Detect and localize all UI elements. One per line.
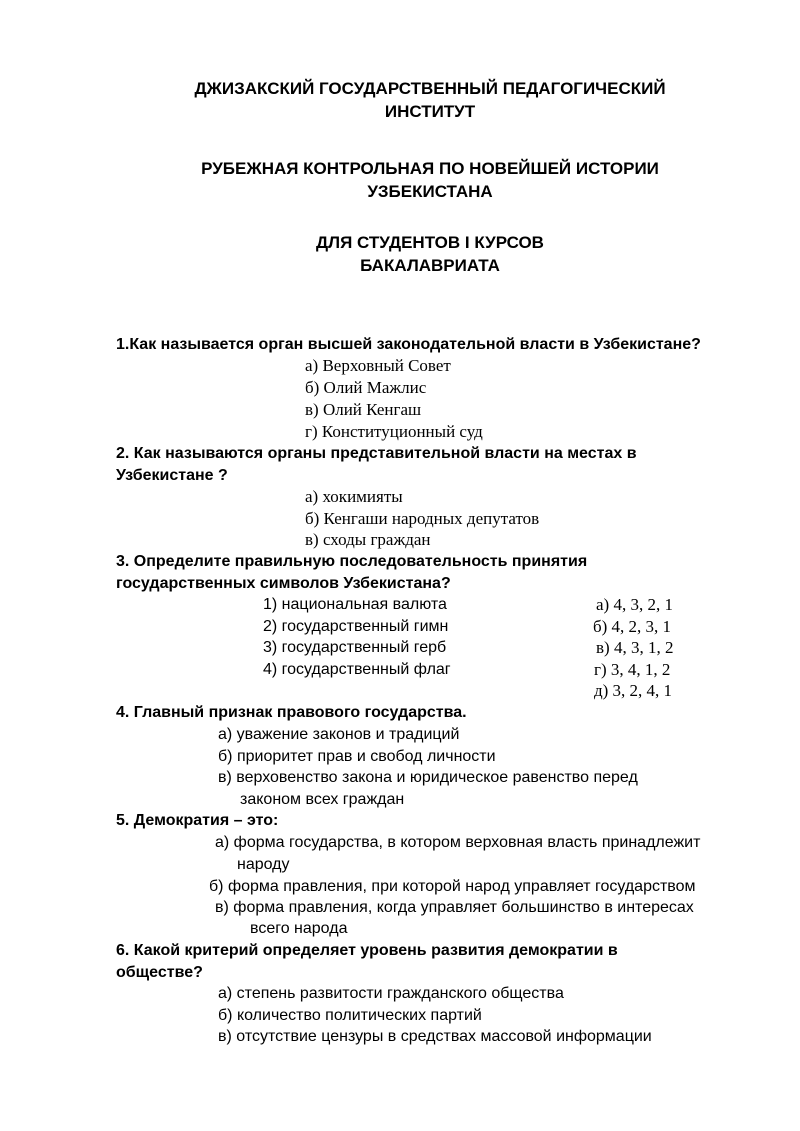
q5-option: в) форма правления, когда управляет большинство в интересах [215,899,694,916]
q4-option-continuation: законом всех граждан [240,791,405,808]
q6-option: б) количество политических партий [218,1007,482,1024]
question-4 [116,702,467,724]
question-6 [116,940,618,984]
q1-option: г) Конституционный суд [305,422,483,441]
q3-item: 3) государственный герб [263,639,447,656]
q2-option: в) сходы граждан [305,530,431,549]
q2-option: б) Кенгаши народных депутатов [305,509,540,528]
q3-option: а) 4, 3, 2, 1 [596,595,673,614]
question-text: 1.Как называется орган высшей законодательной власти в Узбекистане? [116,336,701,353]
q3-option: д) 3, 2, 4, 1 [594,681,673,700]
test-title-line: УЗБЕКИСТАНА [367,182,493,201]
institute-title [60,77,800,123]
question-text: 5. Демократия – это: [116,812,279,829]
test-title [60,157,800,203]
q3-option: в) 4, 3, 1, 2 [596,638,674,657]
q4-option: а) уважение законов и традиций [218,726,460,743]
q4-option: б) приоритет прав и свобод личности [218,748,496,765]
question-text: 6. Какой критерий определяет уровень развития демократии в [116,942,618,959]
institute-title-line: ИНСТИТУТ [384,102,476,121]
question-text: Узбекистане ? [116,467,228,484]
q3-item: 2) государственный гимн [263,618,449,635]
q3-item: 1) национальная валюта [263,596,447,613]
q5-option-continuation: всего народа [250,920,348,937]
question-text: 3. Определите правильную последовательность принятия [116,553,588,570]
question-text: 2. Как называются органы представительной власти на местах в [116,445,637,462]
question-text: 4. Главный признак правового государства. [116,704,467,721]
q2-option: а) хокимияты [305,487,403,506]
q3-option: б) 4, 2, 3, 1 [593,617,672,636]
question-2 [116,443,637,487]
q5-option-continuation: народу [237,856,290,873]
question-text: обществе? [116,964,203,981]
institute-title-line: ДЖИЗАКСКИЙ ГОСУДАРСТВЕННЫЙ ПЕДАГОГИЧЕСКИЙ [194,79,666,98]
q4-option: в) верховенство закона и юридическое равенство перед [218,769,638,786]
test-title-line: РУБЕЖНАЯ КОНТРОЛЬНАЯ ПО НОВЕЙШЕЙ ИСТОРИИ [201,159,659,178]
q1-option: а) Верховный Совет [305,356,451,375]
q6-option: в) отсутствие цензуры в средствах массовой информации [218,1028,652,1045]
q5-option: б) форма правления, при которой народ управляет государством [209,878,696,895]
q1-option: б) Олий Мажлис [305,378,427,397]
question-5 [116,810,278,832]
q6-option: а) степень развитости гражданского общества [218,985,564,1002]
q5-option: а) форма государства, в котором верховная власть принадлежит [215,834,701,851]
audience-title [60,231,800,277]
q3-item: 4) государственный флаг [263,661,451,678]
audience-title-line: БАКАЛАВРИАТА [360,256,500,275]
question-3 [116,551,587,595]
question-1 [116,334,701,356]
q3-option: г) 3, 4, 1, 2 [594,660,671,679]
question-text: государственных символов Узбекистана? [116,575,451,592]
audience-title-line: ДЛЯ СТУДЕНТОВ I КУРСОВ [316,233,544,252]
q1-option: в) Олий Кенгаш [305,400,422,419]
